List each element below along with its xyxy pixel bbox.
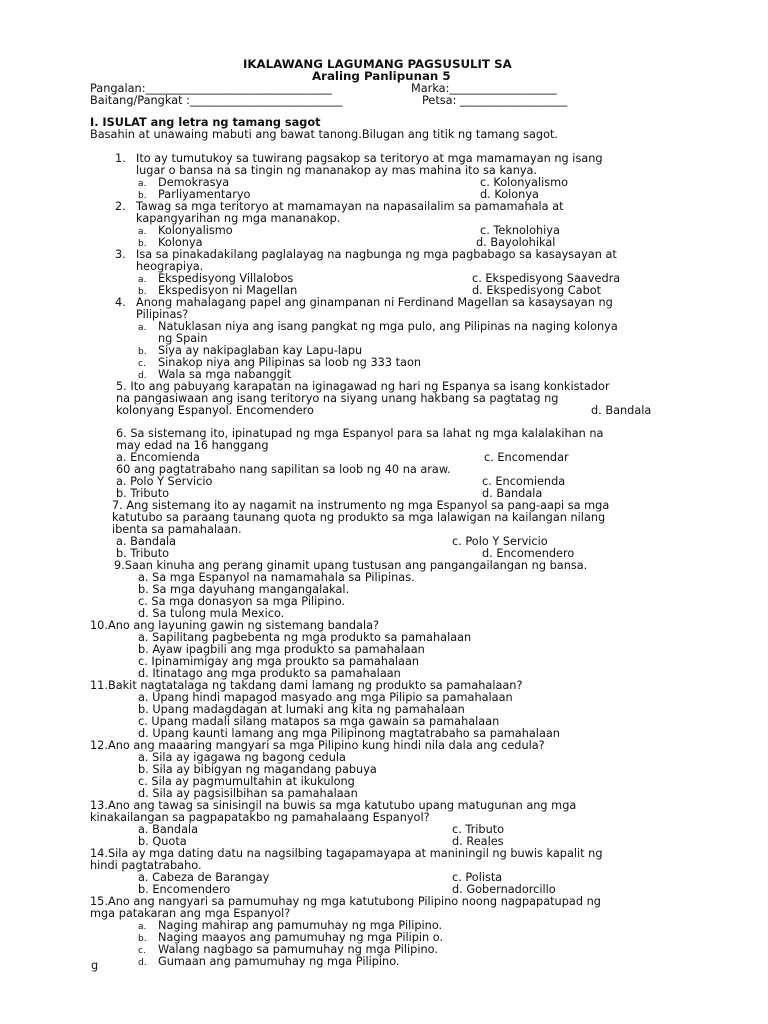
choice-letter: a. (138, 323, 147, 333)
choice-text: a. Sa mga Espanyol na namamahala sa Pilipinas. (138, 571, 415, 584)
choice-text: c. Upang madali silang matapos sa mga gawain sa pamahalaan (138, 715, 500, 728)
choice-text: b. Ayaw ipagbili ang mga produkto sa pamahalaan (138, 643, 425, 656)
question-6-stem-cont: may edad na 16 hanggang (116, 439, 269, 452)
choice-text: a. Polo Y Servicio (116, 475, 213, 488)
choice-text: Demokrasya (158, 176, 230, 189)
choice-text: d. Gobernadorcillo (452, 883, 556, 896)
choice-text: c. Teknolohiya (480, 224, 560, 237)
question-9-stem: 9.Saan kinuha ang perang ginamit upang tustusan ang pangangailangan ng bansa. (114, 559, 588, 572)
choice-text: b. Tributo (116, 487, 170, 500)
question-13-stem-cont: kinakailangan sa pagpapatakbo ng pamahalaang Espanyol? (90, 811, 430, 824)
choice-letter: a. (138, 275, 147, 285)
choice-text: Ekspedisyong Villalobos (158, 272, 294, 285)
choice-text: c. Encomendar (484, 451, 569, 464)
question-5-stem-cont: kolonyang Espanyol. Encomendero (116, 404, 314, 417)
question-6-stem-cont: 60 ang pagtatrabaho nang sapilitan sa loob ng 40 na araw. (116, 463, 451, 476)
question-4-stem: Anong mahalagang papel ang ginampanan ni Ferdinand Magellan sa kasaysayan ng (136, 296, 613, 309)
choice-text: d. Bayolohikal (476, 236, 556, 249)
choice-text: Kolonyalismo (158, 224, 233, 237)
question-1-stem-cont: lugar o bansa na sa tingin ng mananakop ay mas mahina ito sa kanya. (136, 164, 538, 177)
choice-letter: a. (138, 922, 147, 932)
choice-text: Sinakop niya ang Pilipinas sa loob ng 333 taon (158, 356, 422, 369)
question-3-stem: Isa sa pinakadakilang paglalayag na nagbunga ng mga pagbabago sa kasaysayan at (136, 248, 617, 261)
choice-text: c. Sila ay pagmumultahin at ikukulong (138, 775, 355, 788)
choice-text: b. Quota (138, 835, 187, 848)
choice-letter: b. (138, 287, 147, 297)
choice-text: Wala sa mga nabanggit (158, 368, 292, 381)
choice-text: Natuklasan niya ang isang pangkat ng mga pulo, ang Pilipinas na naging kolonya (158, 320, 618, 333)
choice-text: a. Upang hindi mapagod masyado ang mga Pilipio sa pamahalaan (138, 691, 513, 704)
question-number: 1. (115, 152, 126, 165)
choice-text: a. Encomienda (116, 451, 200, 464)
choice-text: d. Ekspedisyong Cabot (472, 284, 602, 297)
question-2-stem-cont: kapangyarihan ng mga mananakop. (136, 212, 341, 225)
choice-text: Naging mahirap ang pamumuhay ng mga Pilipino. (158, 919, 443, 932)
choice-text: a. Sila ay igagawa ng bagong cedula (138, 751, 346, 764)
question-6-stem: 6. Sa sistemang ito, ipinatupad ng mga Espanyol para sa lahat ng mga kalalakihan na (116, 427, 604, 440)
question-number: 3. (115, 248, 126, 261)
choice-text: b. Sila ay bibigyan ng magandang pabuya (138, 763, 377, 776)
question-12-stem: 12.Ano ang maaaring mangyari sa mga Pilipino kung hindi nila dala ang cedula? (90, 739, 545, 752)
footer-mark: g (91, 959, 99, 972)
question-number: 4. (115, 296, 126, 309)
choice-letter: c. (138, 946, 146, 956)
choice-text: d. Bandala (482, 487, 543, 500)
question-14-stem-cont: hindi pagtatrabaho. (90, 859, 202, 872)
score-field: Marka:___________________ (411, 82, 557, 95)
question-15-stem: 15.Ano ang nangyari sa pamumuhay ng mga katutubong Pilipino noong nagpapatupad ng (90, 895, 601, 908)
choice-text: d. Sa tulong mula Mexico. (138, 607, 285, 620)
choice-text: c. Polo Y Servicio (452, 535, 548, 548)
choice-text-cont: ng Spain (158, 332, 208, 345)
question-1-stem: Ito ay tumutukoy sa tuwirang pagsakop sa teritoryo at mga mamamayan ng isang (136, 152, 603, 165)
choice-text: b. Upang madagdagan at lumaki ang kita ng pamahalaan (138, 703, 465, 716)
choice-text: Ekspedisyon ni Magellan (158, 284, 298, 297)
choice-text: d. Sila ay pagsisilbihan sa pamahalaan (138, 787, 358, 800)
question-2-stem: Tawag sa mga teritoryo at mamamayan na napasailalim sa pamamahala at (136, 200, 564, 213)
choice-text: d. Itinatago ang mga produkto sa pamahalaan (138, 667, 401, 680)
choice-letter: b. (138, 347, 147, 357)
question-5-stem-cont: na pangasiwaan ang isang teritoryo na siyang unang hakbang sa pagtatag ng (116, 392, 559, 405)
grade-field: Baitang/Pangkat :___________________________ (90, 94, 343, 107)
choice-text: c. Sa mga donasyon sa mga Pilipino. (138, 595, 346, 608)
question-number: 2. (115, 200, 126, 213)
choice-text: a. Cabeza de Barangay (138, 871, 270, 884)
question-11-stem: 11.Bakit nagtatalaga ng takdang dami lamang ng produkto sa pamahalaan? (90, 679, 523, 692)
question-4-stem-cont: Pilipinas? (136, 308, 189, 321)
section-instructions: Basahin at unawaing mabuti ang bawat tanong.Bilugan ang titik ng tamang sagot. (90, 128, 558, 141)
question-7-stem-cont: ibenta sa pamahalaan. (112, 523, 242, 536)
question-7-stem: 7. Ang sistemang ito ay nagamit na instrumento ng mga Espanyol sa pang-aapi sa mga (112, 499, 610, 512)
question-3-stem-cont: heograpiya. (136, 260, 204, 273)
choice-letter: a. (138, 179, 147, 189)
choice-letter: b. (138, 191, 147, 201)
choice-text: b. Tributo (116, 547, 170, 560)
question-10-stem: 10.Ano ang layuning gawin ng sistemang bandala? (90, 619, 380, 632)
question-15-stem-cont: mga patakaran ang mga Espanyol? (90, 907, 291, 920)
choice-text: b. Encomendero (138, 883, 231, 896)
choice-letter: b. (138, 934, 147, 944)
choice-text: d. Upang kaunti lamang ang mga Pilipinong magtatrabaho sa pamahalaan (138, 727, 560, 740)
question-7-stem-cont: katutubo sa paraang taunang quota ng produkto sa mga lalawigan na kailangan nilang (112, 511, 606, 524)
choice-text: d. Reales (452, 835, 504, 848)
choice-text: a. Bandala (138, 823, 199, 836)
choice-text: Walang nagbago sa pamumuhay ng mga Pilipino. (158, 943, 438, 956)
choice-text: c. Ipinamimigay ang mga proukto sa pamahalaan (138, 655, 420, 668)
choice-letter: a. (138, 227, 147, 237)
exam-title: IKALAWANG LAGUMANG PAGSUSULIT SA (243, 57, 512, 71)
question-14-stem: 14.Sila ay mga dating datu na nagsilbing tagapamayapa at maniningil ng buwis kapalit ng (90, 847, 603, 860)
date-field: Petsa: ___________________ (422, 94, 568, 107)
choice-letter: d. (138, 958, 147, 968)
choice-text: c. Encomienda (482, 475, 566, 488)
choice-text: a. Bandala (116, 535, 177, 548)
choice-text: Naging maayos ang pamumuhay ng mga Pilipin o. (158, 931, 444, 944)
question-13-stem: 13.Ano ang tawag sa sinisingil na buwis sa mga katutubo upang matugunan ang mga (90, 799, 577, 812)
choice-text: d. Encomendero (482, 547, 575, 560)
question-5-stem: 5. Ito ang pabuyang karapatan na iginagawad ng hari ng Espanya sa isang konkistador (116, 380, 610, 393)
choice-letter: c. (138, 359, 146, 369)
choice-text: Siya ay nakipaglaban kay Lapu-lapu (158, 344, 363, 357)
choice-text: Gumaan ang pamumuhay ng mga Pilipino. (158, 955, 400, 968)
section-title: I. ISULAT ang letra ng tamang sagot (90, 116, 321, 129)
choice-text: c. Ekspedisyong Saavedra (472, 272, 621, 285)
choice-text: d. Bandala (591, 404, 652, 417)
name-field: Pangalan:_________________________________ (90, 82, 332, 95)
choice-text: Kolonya (158, 236, 203, 249)
choice-text: b. Sa mga dayuhang mangangalakal. (138, 583, 350, 596)
choice-text: a. Sapilitang pagbebenta ng mga produkto sa pamahalaan (138, 631, 472, 644)
choice-letter: b. (138, 239, 147, 249)
choice-text: c. Polista (452, 871, 503, 884)
choice-text: c. Kolonyalismo (480, 176, 569, 189)
choice-text: d. Kolonya (480, 188, 539, 201)
exam-subtitle: Araling Panlipunan 5 (312, 69, 451, 83)
choice-text: c. Tributo (452, 823, 505, 836)
choice-text: Parliyamentaryo (158, 188, 251, 201)
choice-letter: d. (138, 371, 147, 381)
